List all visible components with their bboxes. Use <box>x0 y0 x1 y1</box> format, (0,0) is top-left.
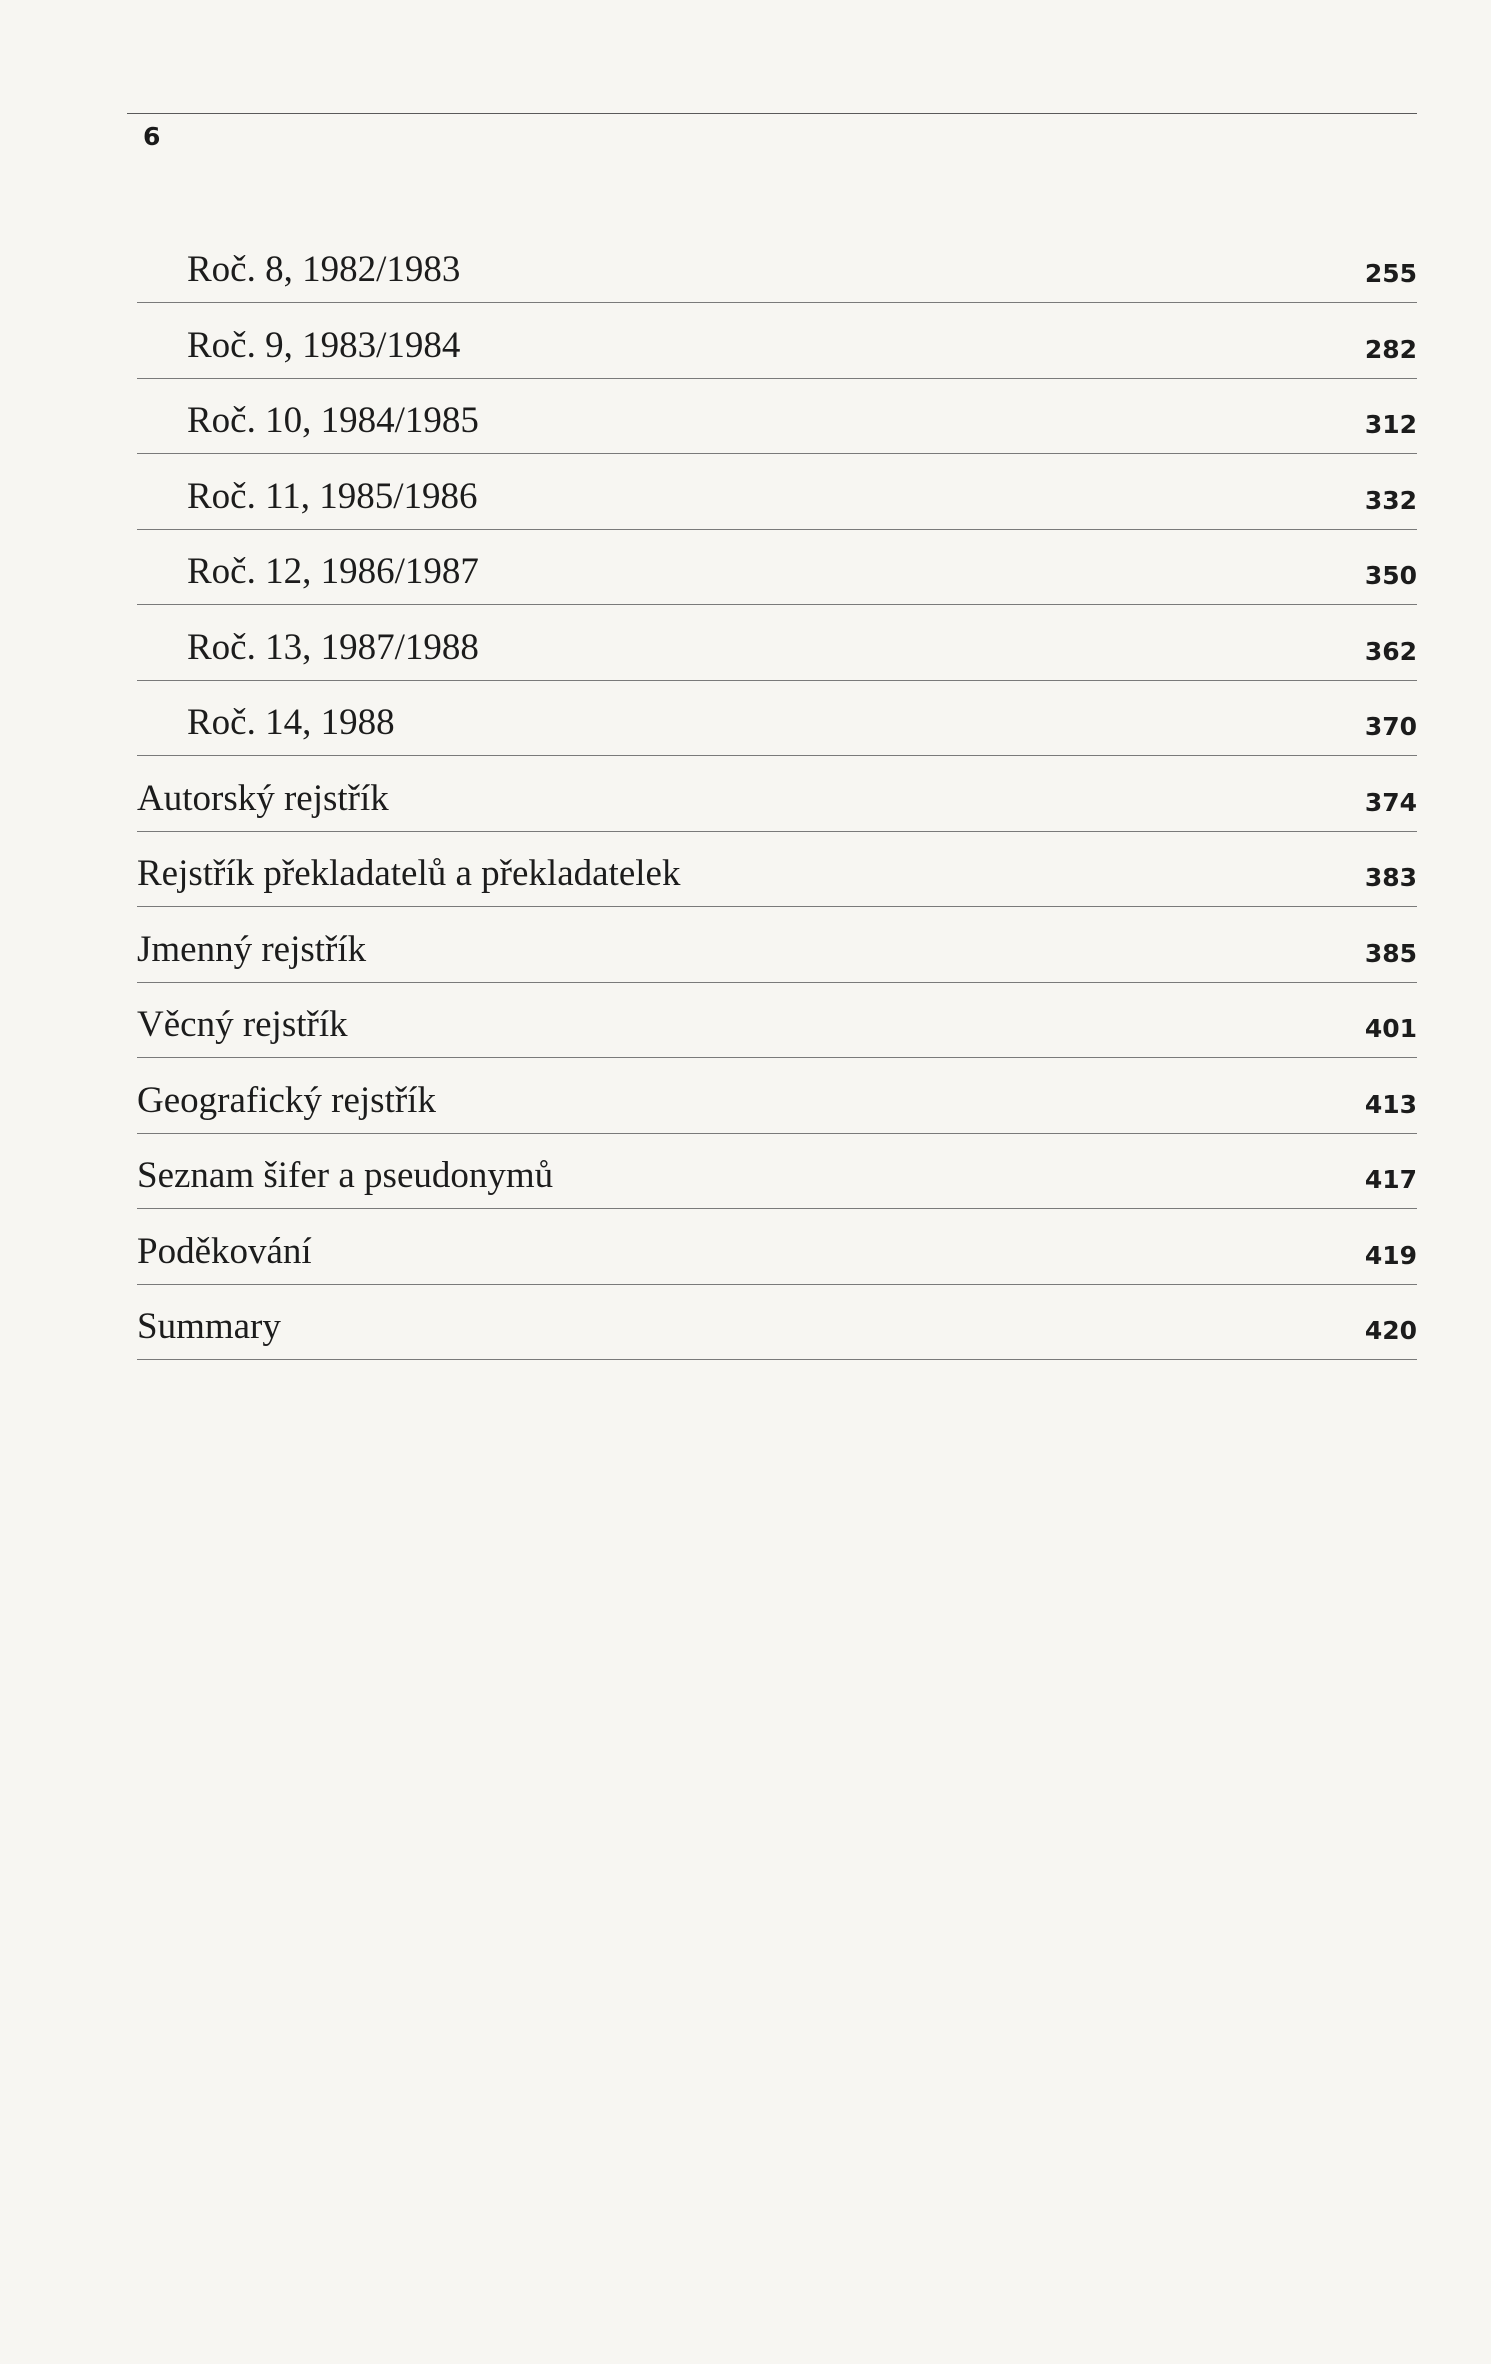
toc-entry-page: 385 <box>1364 938 1417 968</box>
table-of-contents <box>137 229 1417 1360</box>
toc-entry-page: 401 <box>1364 1014 1417 1043</box>
toc-entry-page: 420 <box>1364 1316 1417 1345</box>
toc-entry-page: 419 <box>1364 1240 1417 1270</box>
toc-entry-page: 312 <box>1364 410 1417 439</box>
toc-entry-title: Seznam šifer a pseudonymů <box>137 1155 554 1196</box>
toc-entry-page: 383 <box>1364 863 1417 892</box>
toc-entry-page: 255 <box>1364 259 1417 288</box>
toc-entry-title: Summary <box>137 1306 281 1347</box>
toc-entry <box>137 907 1417 983</box>
page-number: 6 <box>143 122 161 151</box>
toc-entry-title: Rejstřík překladatelů a překladatelek <box>137 853 681 894</box>
toc-entry-page: 350 <box>1364 561 1417 590</box>
toc-entry-page: 417 <box>1364 1165 1417 1194</box>
toc-entry <box>137 756 1417 832</box>
toc-entry <box>137 1209 1417 1285</box>
toc-entry-title: Roč. 9, 1983/1984 <box>187 324 461 366</box>
toc-entry-page: 370 <box>1364 712 1417 741</box>
toc-entry-title: Roč. 13, 1987/1988 <box>187 626 479 668</box>
toc-entry-title: Autorský rejstřík <box>137 777 389 819</box>
toc-entry-title: Roč. 8, 1982/1983 <box>187 249 461 290</box>
toc-entry-title: Geografický rejstřík <box>137 1079 436 1121</box>
toc-entry <box>137 1058 1417 1134</box>
toc-entry <box>137 454 1417 530</box>
toc-entry-page: 374 <box>1364 787 1417 817</box>
toc-entry-page: 332 <box>1364 485 1417 515</box>
toc-entry-page: 413 <box>1364 1089 1417 1119</box>
toc-entry <box>137 530 1417 606</box>
toc-entry <box>137 681 1417 757</box>
toc-entry-title: Roč. 11, 1985/1986 <box>187 475 478 517</box>
toc-entry-title: Roč. 14, 1988 <box>187 702 395 743</box>
toc-entry <box>137 1134 1417 1210</box>
toc-entry-page: 362 <box>1364 636 1417 666</box>
toc-entry-title: Roč. 10, 1984/1985 <box>187 400 479 441</box>
toc-entry <box>137 1285 1417 1361</box>
toc-entry-title: Poděkování <box>137 1230 312 1272</box>
toc-entry <box>137 229 1417 303</box>
toc-entry <box>137 605 1417 681</box>
toc-entry-title: Roč. 12, 1986/1987 <box>187 551 479 592</box>
toc-entry-title: Věcný rejstřík <box>137 1004 348 1045</box>
toc-entry-page: 282 <box>1364 334 1417 364</box>
toc-entry-title: Jmenný rejstřík <box>137 928 367 970</box>
toc-entry <box>137 983 1417 1059</box>
header-rule <box>127 113 1417 114</box>
toc-entry <box>137 379 1417 455</box>
toc-entry <box>137 832 1417 908</box>
toc-entry <box>137 303 1417 379</box>
